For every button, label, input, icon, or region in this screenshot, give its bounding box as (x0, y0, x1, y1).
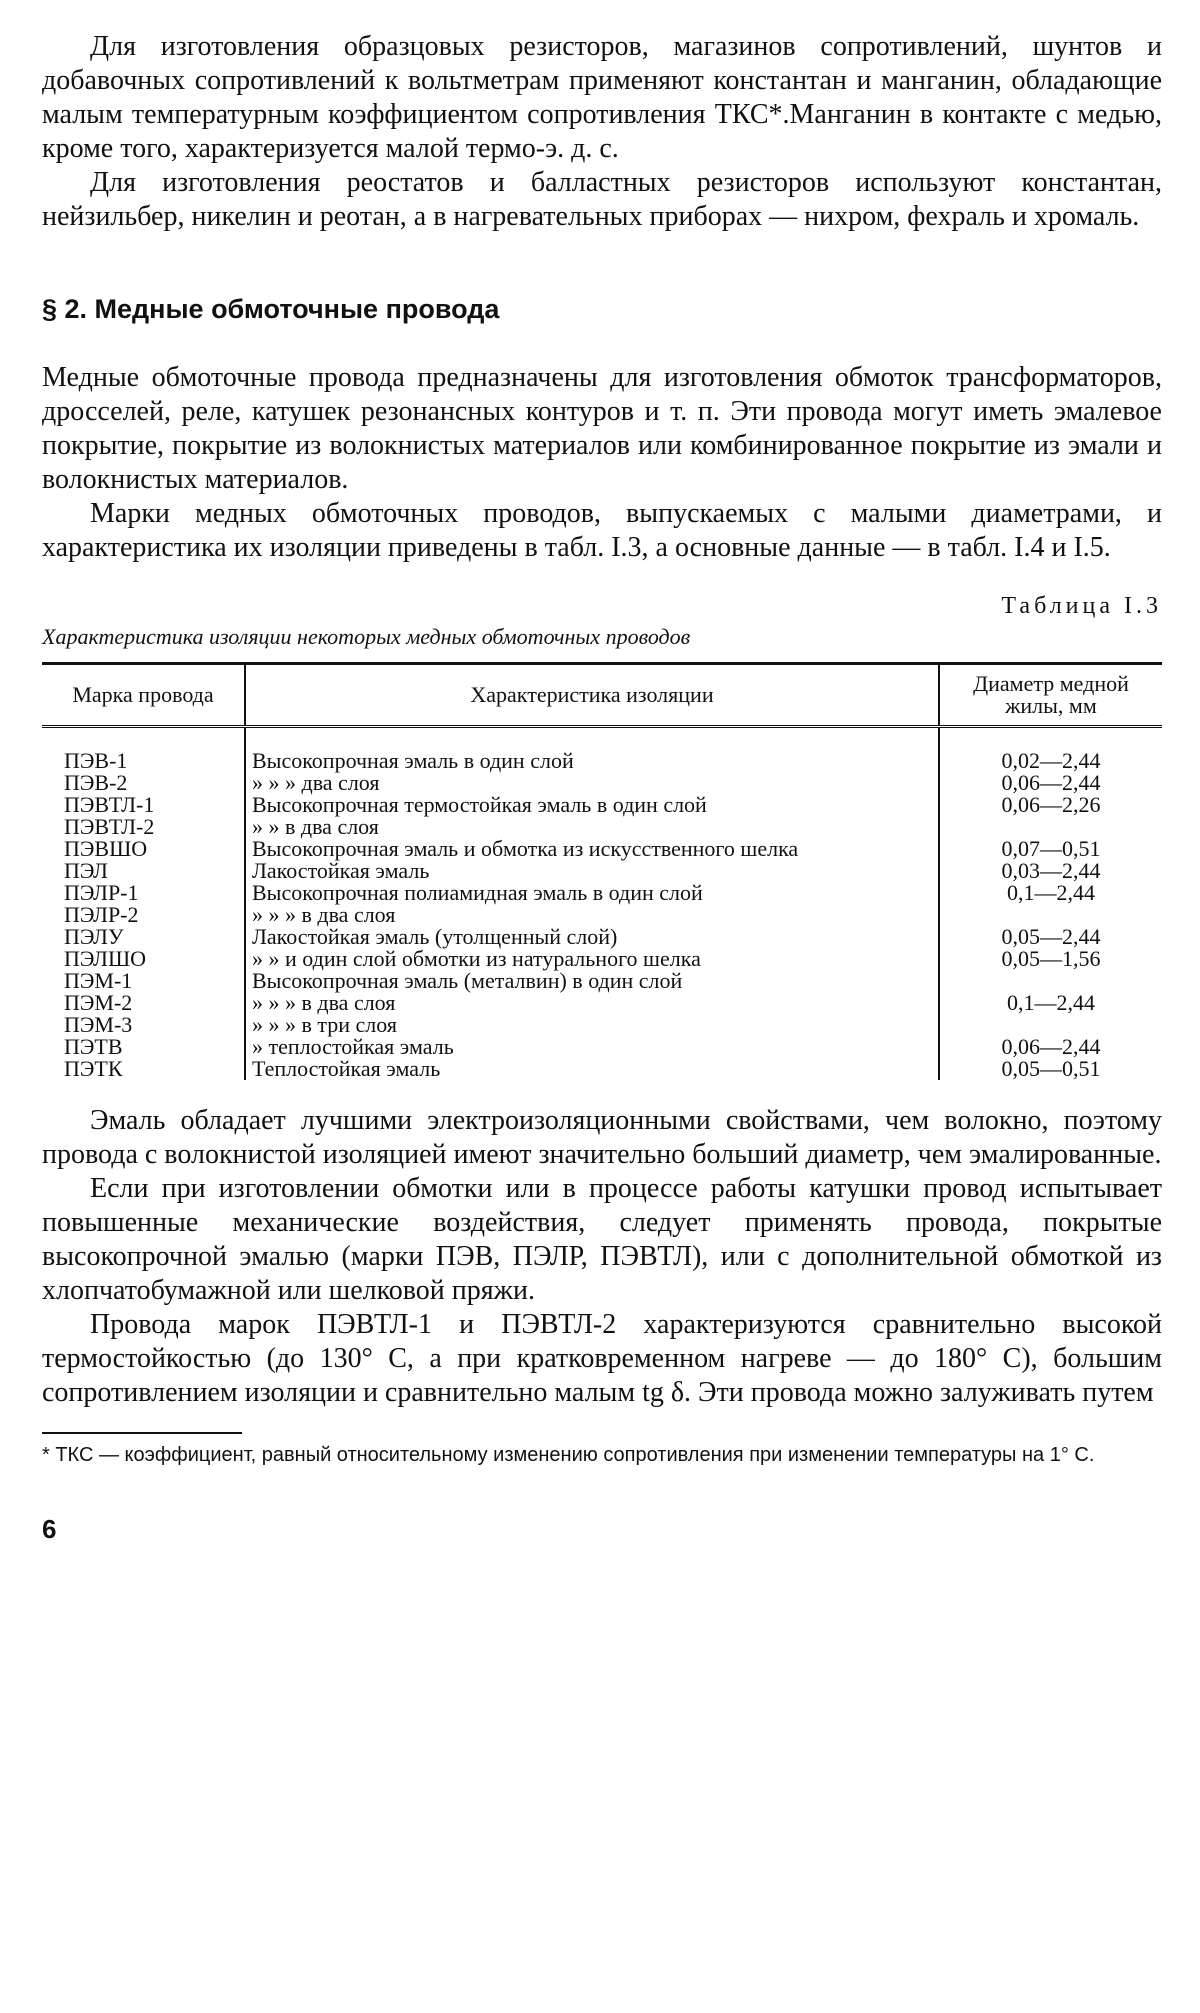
footnote: * ТКС — коэффициент, равный относительному изменению сопротивления при изменении температуры на 1° С. (42, 1444, 1095, 1466)
cell-mark: ПЭЛР-1 (42, 882, 245, 904)
cell-mark: ПЭМ-1 (42, 970, 245, 992)
header-mark: Марка провода (42, 664, 245, 727)
table-row (42, 816, 1162, 838)
table-row (42, 970, 1162, 992)
cell-diam: 0,05—1,56 (939, 948, 1162, 970)
page (42, 30, 1162, 1545)
cell-diam: 0,1—2,44 (939, 882, 1162, 904)
cell-char: » » » в три слоя (252, 1012, 397, 1037)
cell-diam: 0,07—0,51 (939, 838, 1162, 860)
cell-char: » » » два слоя (252, 770, 380, 795)
table-row (42, 948, 1162, 970)
cell-diam: 0,06—2,26 (939, 794, 1162, 816)
cell-mark: ПЭВТЛ-1 (42, 794, 245, 816)
cell-char: » теплостойкая эмаль (252, 1034, 454, 1059)
cell-mark: ПЭЛШО (42, 948, 245, 970)
table-body (42, 727, 1162, 1081)
intro-paragraph-1: Для изготовления образцовых резисторов, магазинов сопротивлений, шунтов и добавочных сопротивлений к вольтметрам применяют константан и манганин, обладающие малым температурным коэффициентом сопротивления ТКС*.Манганин в контакте с медью, кроме того, характеризуется малой термо-э. д. с. (42, 31, 1162, 164)
cell-char: » » » в два слоя (252, 990, 396, 1015)
cell-mark: ПЭМ-2 (42, 992, 245, 1014)
header-characteristic: Характеристика изоляции (245, 664, 939, 727)
table-row (42, 992, 1162, 1014)
table-row (42, 882, 1162, 904)
cell-char: Лакостойкая эмаль (252, 858, 430, 883)
cell-char: Высокопрочная полиамидная эмаль в один слой (252, 880, 703, 905)
cell-char: Высокопрочная термостойкая эмаль в один слой (252, 792, 707, 817)
table-row (42, 926, 1162, 948)
section-heading: § 2. Медные обмоточные провода (42, 294, 500, 324)
header-diameter: Диаметр медной жилы, мм (939, 664, 1162, 727)
table-row (42, 727, 1162, 773)
after-paragraph-1: Эмаль обладает лучшими электроизоляционными свойствами, чем волокно, поэтому провода с волокнистой изоляцией имеют значительно больший диаметр, чем эмалированные. (42, 1105, 1162, 1170)
cell-char: Высокопрочная эмаль в один слой (252, 748, 574, 773)
cell-diam: 0,03—2,44 (939, 860, 1162, 882)
cell-mark: ПЭТВ (42, 1036, 245, 1058)
cell-mark: ПЭТК (42, 1058, 245, 1080)
cell-diam (939, 816, 1162, 838)
cell-diam (939, 1014, 1162, 1036)
table-row (42, 1058, 1162, 1080)
page-number: 6 (42, 1514, 57, 1544)
cell-mark: ПЭЛ (42, 860, 245, 882)
footnote-divider (42, 1432, 242, 1434)
cell-diam (939, 970, 1162, 992)
table-row (42, 860, 1162, 882)
table-row (42, 1036, 1162, 1058)
after-paragraph-3: Провода марок ПЭВТЛ-1 и ПЭВТЛ-2 характеризуются сравнительно высокой термостойкостью (до 130° С, а при кратковременном нагреве — до 180° С), большим сопротивлением изоляции и сравнительно малым tg δ. Эти провода можно залуживать путем (42, 1309, 1162, 1408)
cell-diam: 0,05—2,44 (939, 926, 1162, 948)
cell-mark: ПЭВТЛ-2 (42, 816, 245, 838)
cell-char: » » в два слоя (252, 814, 379, 839)
wire-insulation-table (42, 662, 1162, 1080)
cell-mark: ПЭМ-3 (42, 1014, 245, 1036)
cell-char: Высокопрочная эмаль и обмотка из искусственного шелка (252, 836, 799, 861)
cell-char: Высокопрочная эмаль (металвин) в один слой (252, 968, 683, 993)
section-paragraph-2: Марки медных обмоточных проводов, выпускаемых с малыми диаметрами, и характеристика их изоляции приведены в табл. I.3, а основные данные — в табл. I.4 и I.5. (42, 498, 1162, 563)
cell-mark: ПЭЛУ (42, 926, 245, 948)
table-row (42, 1014, 1162, 1036)
table-row (42, 772, 1162, 794)
table-number: Таблица I.3 (1001, 593, 1162, 619)
section-paragraph-1: Медные обмоточные провода предназначены для изготовления обмоток трансформаторов, дросселей, реле, катушек резонансных контуров и т. п. Эти провода могут иметь эмалевое покрытие, покрытие из волокнистых материалов или комбинированное покрытие из эмали и волокнистых материалов. (42, 362, 1162, 495)
table-header-row (42, 664, 1162, 727)
cell-diam: 0,02—2,44 (939, 727, 1162, 773)
cell-char: Лакостойкая эмаль (утолщенный слой) (252, 924, 618, 949)
cell-diam: 0,06—2,44 (939, 1036, 1162, 1058)
table-row (42, 838, 1162, 860)
after-paragraph-2: Если при изготовлении обмотки или в процессе работы катушки провод испытывает повышенные механические воздействия, следует применять провода, покрытые высокопрочной эмалью (марки ПЭВ, ПЭЛР, ПЭВТЛ), или с дополнительной обмоткой из хлопчатобумажной или шелковой пряжи. (42, 1173, 1162, 1306)
cell-mark: ПЭЛР-2 (42, 904, 245, 926)
cell-diam: 0,05—0,51 (939, 1058, 1162, 1080)
table-row (42, 904, 1162, 926)
cell-char: » » и один слой обмотки из натурального шелка (252, 946, 701, 971)
cell-diam (939, 904, 1162, 926)
cell-diam: 0,1—2,44 (939, 992, 1162, 1014)
table-title: Характеристика изоляции некоторых медных обмоточных проводов (42, 624, 691, 649)
cell-char: » » » в два слоя (252, 902, 396, 927)
cell-mark: ПЭВ-2 (42, 772, 245, 794)
cell-char: Теплостойкая эмаль (252, 1056, 441, 1081)
cell-diam: 0,06—2,44 (939, 772, 1162, 794)
cell-mark: ПЭВ-1 (42, 727, 245, 773)
cell-mark: ПЭВШО (42, 838, 245, 860)
table-row (42, 794, 1162, 816)
intro-paragraph-2: Для изготовления реостатов и балластных резисторов используют константан, нейзильбер, никелин и реотан, а в нагревательных приборах — нихром, фехраль и хромаль. (42, 167, 1162, 232)
